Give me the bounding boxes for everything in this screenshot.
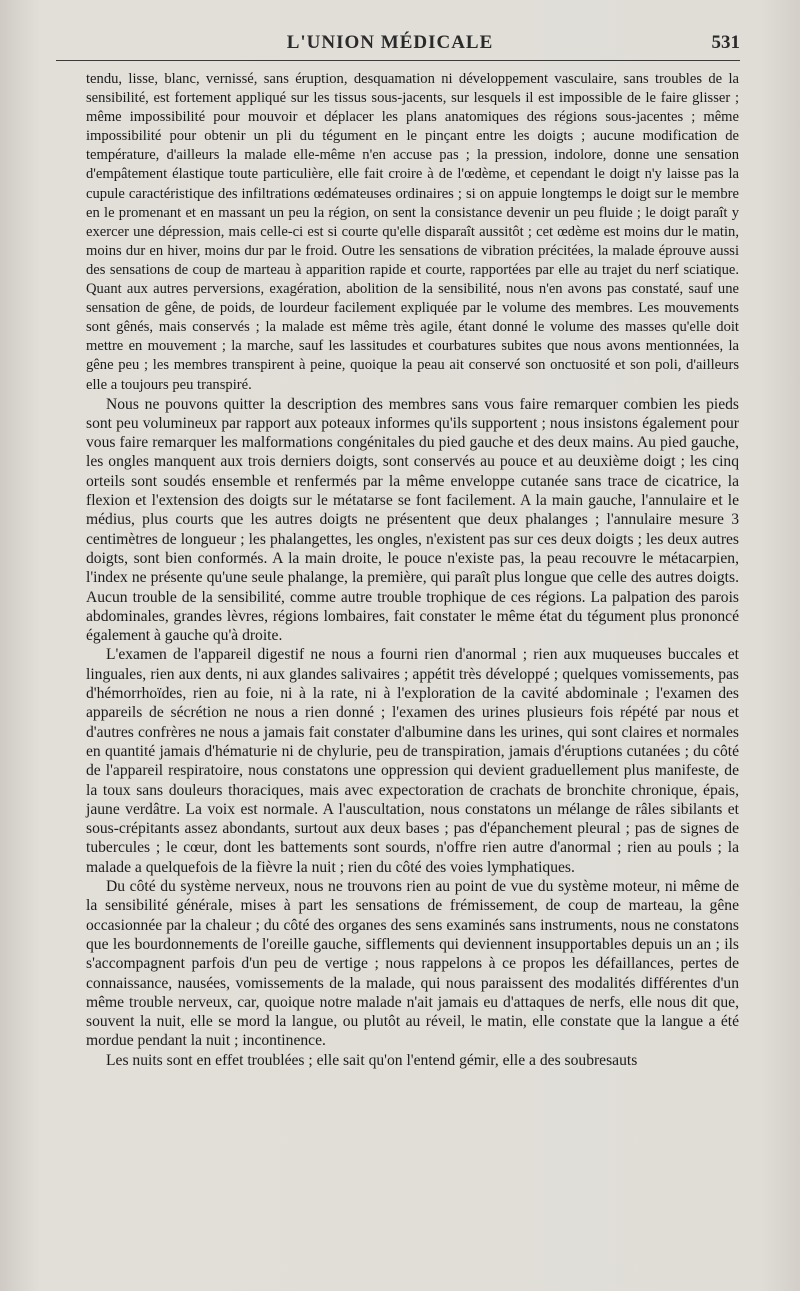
paragraph: Les nuits sont en effet troublées ; elle sait qu'on l'entend gémir, elle a des soubresauts — [106, 1051, 638, 1069]
header-rule — [56, 60, 740, 61]
paragraph: Du côté du système nerveux, nous ne trouvons rien au point de vue du système moteur, ni même de la sensibilité générale, mises à part les sensations de frémissement, de coup de marteau, la gêne occasionnée par la chaleur ; du côté des organes des sens examinés sans instruments, nous ne constatons que les bourdonnements de l'oreille gauche, sifflements qui deviennent insupportables depuis un an ; ils s'accompagnent parfois d'un peu de vertige ; nous rappelons à ce propos les défaillances, pertes de connaissance, nausées, vomissements de la malade, qui nous paraissent des modalités différentes d'un même trouble nerveux, car, quoique notre malade n'ait jamais eu d'attaques de nerfs, elle nous dit que, souvent la nuit, elle se mord la langue, ou plutôt au réveil, le matin, elle constate que la langue a été mordue pendant la nuit ; incontinence. — [86, 878, 739, 1050]
journal-title: L'UNION MÉDICALE — [286, 32, 494, 53]
paragraph: tendu, lisse, blanc, vernissé, sans éruption, desquamation ni développement vasculaire, sans troubles de la sensibilité, est fortement appliqué sur les tissus sous-jacents, sur lesquels il est impossible de le faire glisser ; même impossibilité pour mouvoir et déplacer les plans anatomiques des régions sous-jacentes ; même impossibilité pour obtenir un pli du tégument en le pinçant entre les doigts ; aucune modification de température, d'ailleurs la malade elle-même n'en accuse pas ; la pression, indolore, donne une sensation d'empâtement élastique toute particulière, elle fait croire à de l'œdème, et cependant le doigt n'y laisse pas la cupule caractéristique des infiltrations œdémateuses ordinaires ; si on appuie longtemps le doigt sur le membre en le promenant et en massant un peu la région, on sent la consistance devenir un peu fluide ; le doigt paraît y exercer une dépression, mais celle-ci est si courte qu'elle disparaît aussitôt ; cet œdème est moins dur le matin, moins dur en hiver, moins dur par le froid. Outre les sensations de vibration précitées, la malade éprouve aussi des sensations de coup de marteau à apparition rapide et courte, rapportées par elle au trajet du nerf sciatique. Quant aux autres perversions, exagération, abolition de la sensibilité, nous n'en avons pas constaté, sauf une sensation de gêne, de poids, de lourdeur facilement expliquée par le volume des membres. Les mouvements sont gênés, mais conservés ; la malade est même très agile, étant donné le volume des masses qu'elle doit mettre en mouvement ; la marche, sauf les lassitudes et courbatures subites que nous avons mentionnées, la gêne peu ; les membres transpirent à peine, quoique la peau ait conservé son onctuosité et son poli, d'ailleurs elle a toujours peu transpiré. — [86, 71, 739, 393]
article-body — [86, 70, 739, 1070]
page-header — [40, 30, 740, 60]
paragraph: L'examen de l'appareil digestif ne nous a fourni rien d'anormal ; rien aux muqueuses buccales et linguales, rien aux dents, ni aux glandes salivaires ; appétit très développé ; quelques vomissements, pas d'hémorrhoïdes, rien au foie, ni à la rate, ni à l'exploration de la cavité abdominale ; l'examen des appareils de sécrétion ne nous a rien donné ; l'examen des urines plusieurs fois répété par nous et d'autres confrères ne nous a jamais fait constater d'albumine dans les urines, qui sont claires et normales en quantité jamais d'hématurie ni de chylurie, peu de transpiration, jamais d'éruptions cutanées ; du côté de l'appareil respiratoire, nous constatons une oppression qui devient graduellement plus manifeste, de la toux sans douleurs thoraciques, mais avec expectoration de crachats de bronchite chronique, épais, jaune verdâtre. La voix est normale. A l'auscultation, nous constatons un mélange de râles sibilants et sous-crépitants assez abondants, surtout aux deux bases ; pas d'épanchement pleural ; pas de signes de tubercules ; le cœur, dont les battements sont sourds, n'offre rien autre d'anormal ; rien au pouls ; la malade a quelquefois de la fièvre la nuit ; rien du côté des voies lymphatiques. — [86, 646, 739, 876]
paragraph: Nous ne pouvons quitter la description des membres sans vous faire remarquer combien les pieds sont peu volumineux par rapport aux poteaux informes qu'ils supportent ; nous insistons également pour vous faire remarquer les malformations congénitales du pied gauche et des deux mains. Au pied gauche, les ongles manquent aux trois derniers doigts, sont conservés au pouce et au deuxième doigt ; les cinq orteils sont soudés ensemble et renfermés par la même enveloppe cutanée sans trace de cicatrice, la flexion et l'extension des doigts sur le métatarse se font facilement. A la main gauche, l'annulaire et le médius, plus courts que les autres doigts ne présentent que deux phalanges ; l'annulaire mesure 3 centimètres de longueur ; les phalangettes, les ongles, n'existent pas sur ces deux doigts ; les deux autres doigts, sont bien conformés. A la main droite, le pouce n'existe pas, la peau recouvre le métacarpien, l'index ne présente qu'une seule phalange, la première, qui paraît plus longue que celle des autres doigts. Aucun trouble de la sensibilité, comme autre trouble trophique de ces régions. La palpation des parois abdominales, grandes lèvres, régions lombaires, fait constater le même état du tégument plus prononcé également à gauche qu'à droite. — [86, 395, 739, 645]
page-number: 531 — [711, 32, 740, 53]
